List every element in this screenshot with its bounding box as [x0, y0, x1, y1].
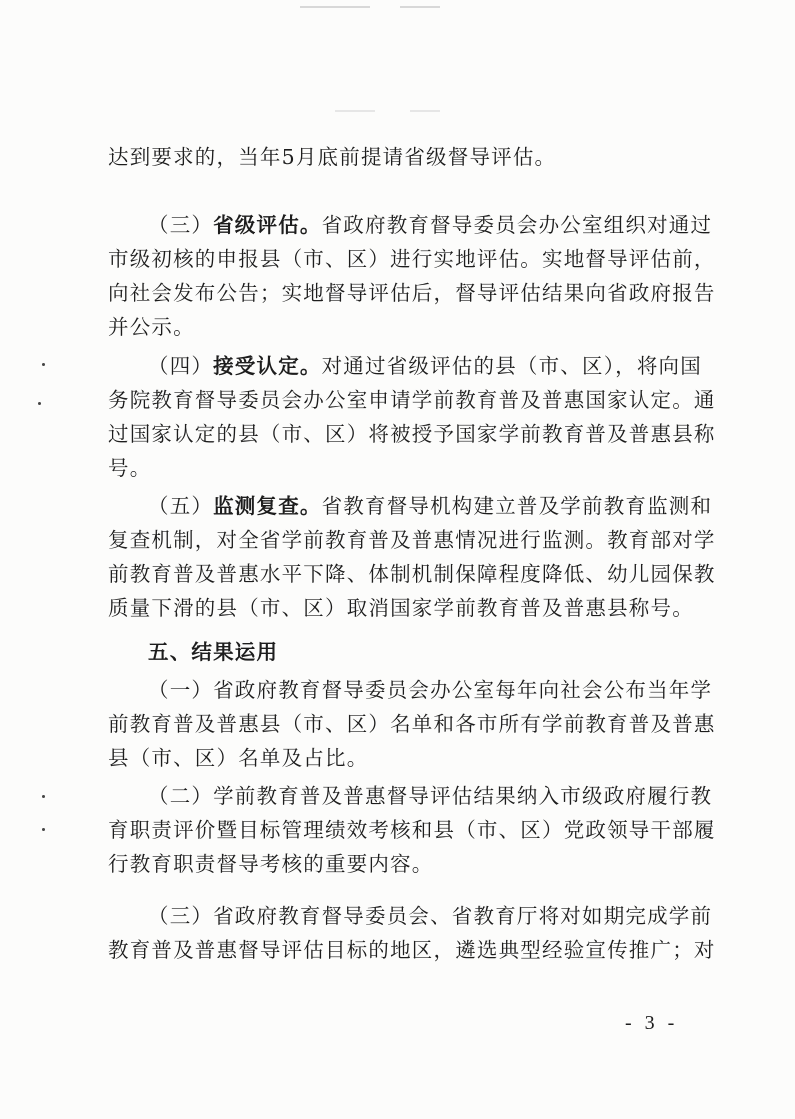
body-line: （一）省政府教育督导委员会办公室每年向社会公布当年学	[148, 678, 713, 702]
scan-mark	[410, 110, 440, 112]
body-line: 县（市、区）名单及占比。	[108, 746, 369, 770]
body-line: （二）学前教育普及普惠督导评估结果纳入市级政府履行教	[148, 784, 713, 808]
body-line: 育职责评价暨目标管理绩效考核和县（市、区）党政领导干部履	[108, 818, 716, 842]
body-line: 行教育职责督导考核的重要内容。	[108, 852, 434, 876]
section-three-line	[148, 211, 748, 239]
item-heading: 接受认定。	[213, 354, 322, 378]
section-heading: 五、结果运用	[148, 640, 279, 664]
body-line: 向社会发布公告；实地督导评估后，督导评估结果向省政府报告	[108, 281, 716, 305]
body-line: 教育普及普惠督导评估目标的地区，遴选典型经验宣传推广；对	[108, 938, 716, 962]
body-line: 前教育普及普惠水平下降、体制机制保障程度降低、幼儿园保教	[108, 562, 716, 586]
scan-speck	[38, 402, 41, 405]
item-heading: 省级评估。	[213, 213, 322, 237]
scan-speck	[42, 795, 45, 798]
item-heading: 监测复查。	[213, 494, 322, 518]
body-line: 复查机制，对全省学前教育普及普惠情况进行监测。教育部对学	[108, 528, 716, 552]
item-text: 省教育督导机构建立普及学前教育监测和	[321, 494, 713, 518]
page-number: - 3 -	[625, 1012, 679, 1034]
item-number: （三）	[148, 213, 214, 237]
item-number: （五）	[148, 494, 214, 518]
item-number: （四）	[148, 354, 214, 378]
item-text: 对通过省级评估的县（市、区），将向国	[321, 354, 702, 378]
section-four-line	[148, 352, 748, 380]
scan-speck	[42, 363, 45, 366]
scan-speck	[42, 828, 45, 831]
body-line: 过国家认定的县（市、区）将被授予国家学前教育普及普惠县称	[108, 422, 716, 446]
body-line: 并公示。	[108, 315, 195, 339]
body-line: （三）省政府教育督导委员会、省教育厅将对如期完成学前	[148, 904, 713, 928]
scan-header-marks	[0, 0, 795, 14]
body-line: 市级初核的申报县（市、区）进行实地评估。实地督导评估前，	[108, 247, 716, 271]
body-line: 达到要求的，当年5月底前提请省级督导评估。	[108, 145, 557, 169]
scan-mark	[335, 110, 375, 112]
body-line: 号。	[108, 456, 152, 480]
body-line: 前教育普及普惠县（市、区）名单和各市所有学前教育普及普惠	[108, 712, 716, 736]
item-text: 省政府教育督导委员会办公室组织对通过	[321, 213, 713, 237]
body-line: 务院教育督导委员会办公室申请学前教育普及普惠国家认定。通	[108, 388, 716, 412]
body-line: 质量下滑的县（市、区）取消国家学前教育普及普惠县称号。	[108, 596, 694, 620]
section-five-line	[148, 492, 748, 520]
